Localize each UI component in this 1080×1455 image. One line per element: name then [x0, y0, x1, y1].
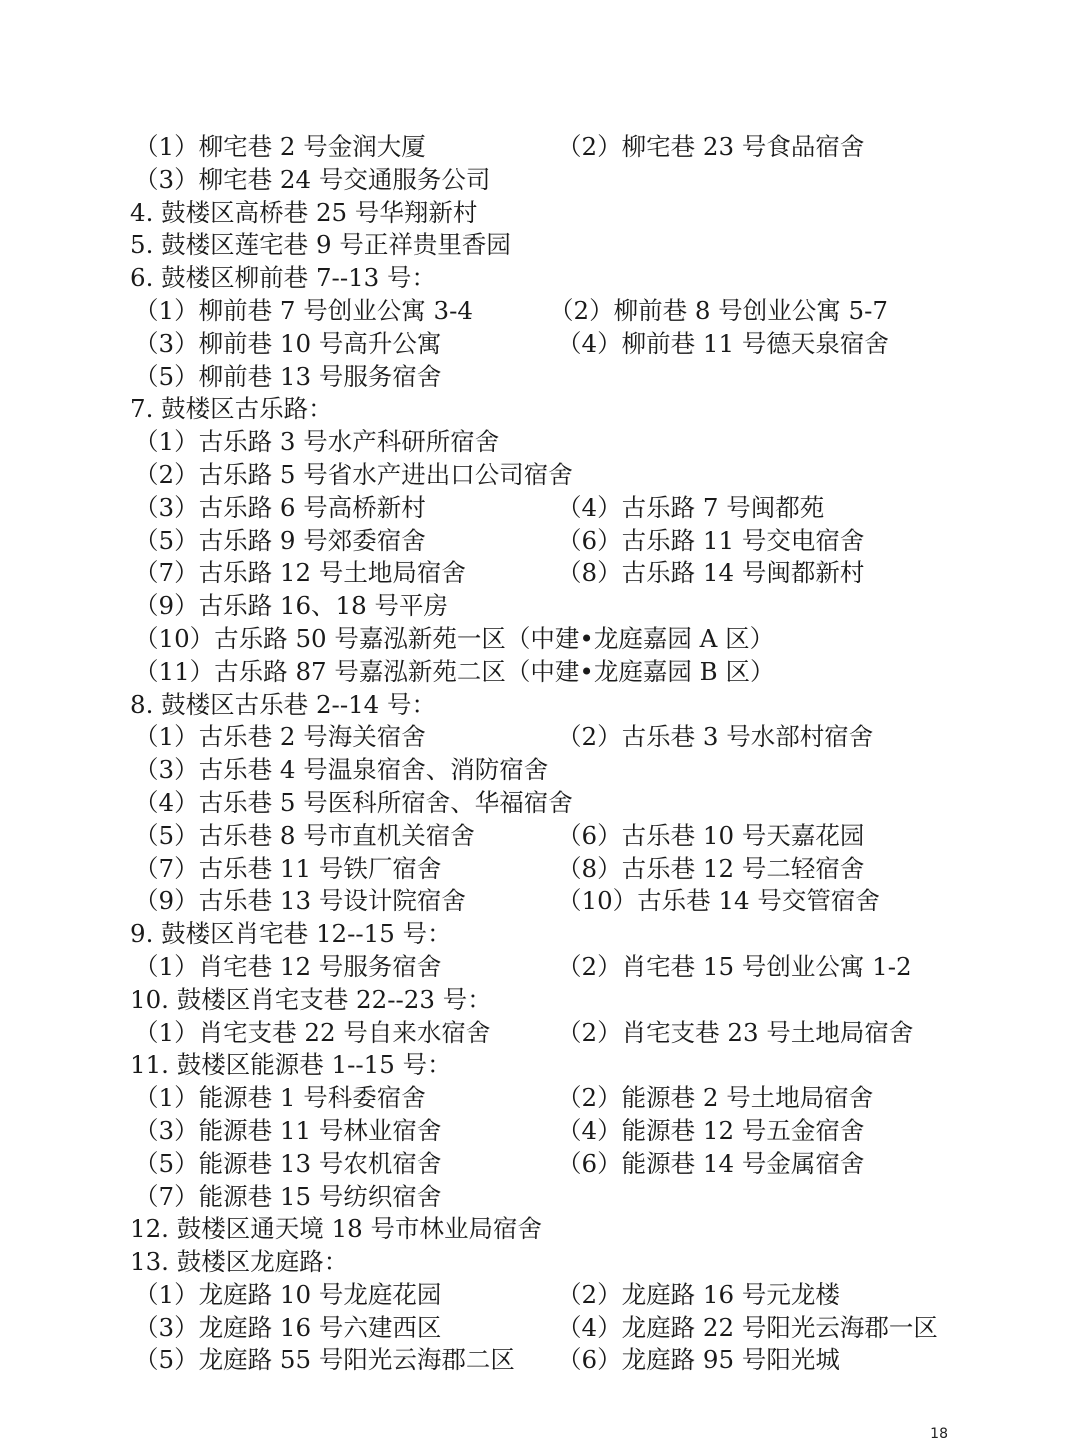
item-text-left: （5）能源巷 13 号农机宿舍 [134, 1148, 442, 1178]
list-item [130, 1344, 1030, 1377]
section-heading [130, 918, 1030, 951]
item-text-left: （7）古乐巷 11 号铁厂宿舍 [134, 853, 442, 883]
section-heading [130, 197, 1030, 230]
item-text-left: （1）柳宅巷 2 号金润大厦 [134, 132, 426, 161]
item-text-left: （3）柳宅巷 24 号交通服务公司 [134, 164, 491, 194]
heading-text: 11. 鼓楼区能源巷 1--15 号： [130, 1050, 452, 1080]
list-item [130, 295, 1030, 328]
heading-text: 7. 鼓楼区古乐路： [130, 394, 333, 424]
section-heading [130, 262, 1030, 295]
item-text-right: （4）古乐路 7 号闽都苑 [557, 492, 825, 522]
item-text-left: （1）古乐路 3 号水产科研所宿舍 [134, 427, 500, 457]
heading-text: 12. 鼓楼区通天境 18 号市林业局宿舍 [130, 1214, 543, 1244]
document-body [130, 131, 1030, 1377]
list-item [130, 623, 1030, 656]
section-heading [130, 229, 1030, 262]
item-text-right: （2）肖宅支巷 23 号土地局宿舍 [557, 1017, 914, 1047]
item-text-left: （7）古乐路 12 号土地局宿舍 [134, 558, 466, 588]
list-item [130, 1082, 1030, 1115]
item-text-left: （1）能源巷 1 号科委宿舍 [134, 1083, 426, 1113]
list-item [130, 328, 1030, 361]
item-text-left: （7）能源巷 15 号纺织宿舍 [134, 1181, 442, 1211]
list-item [130, 787, 1030, 820]
item-text-right: （2）柳宅巷 23 号食品宿舍 [557, 132, 865, 161]
item-text-left: （9）古乐巷 13 号设计院宿舍 [134, 886, 466, 916]
item-text-left: （5）古乐巷 8 号市直机关宿舍 [134, 820, 475, 850]
list-item [130, 1181, 1030, 1214]
list-item [130, 1279, 1030, 1312]
item-text-right: （2）肖宅巷 15 号创业公寓 1-2 [557, 951, 912, 981]
item-text-left: （3）柳前巷 10 号高升公寓 [134, 328, 442, 358]
heading-text: 13. 鼓楼区龙庭路： [130, 1247, 349, 1277]
item-text-right: （8）古乐巷 12 号二轻宿舍 [557, 853, 865, 883]
list-item [130, 459, 1030, 492]
list-item [130, 1312, 1030, 1345]
section-heading [130, 984, 1030, 1017]
item-text-left: （3）能源巷 11 号林业宿舍 [134, 1115, 442, 1145]
list-item [130, 361, 1030, 394]
item-text-right: （4）龙庭路 22 号阳光云海郡一区 [557, 1312, 938, 1342]
item-text-left: （1）肖宅支巷 22 号自来水宿舍 [134, 1017, 491, 1047]
item-text-left: （4）古乐巷 5 号医科所宿舍、华福宿舍 [134, 787, 573, 817]
item-text-left: （1）柳前巷 7 号创业公寓 3-4 [134, 295, 473, 325]
item-text-left: （5）龙庭路 55 号阳光云海郡二区 [134, 1345, 515, 1375]
item-text-left: （1）龙庭路 10 号龙庭花园 [134, 1279, 442, 1309]
list-item [130, 1115, 1030, 1148]
section-heading [130, 1049, 1030, 1082]
item-text-right: （6）古乐路 11 号交电宿舍 [557, 525, 865, 555]
list-item [130, 1148, 1030, 1181]
item-text-right: （2）龙庭路 16 号元龙楼 [557, 1279, 840, 1309]
item-text-left: （3）古乐路 6 号高桥新村 [134, 492, 426, 522]
list-item [130, 885, 1030, 918]
item-text-left: （2）古乐路 5 号省水产进出口公司宿舍 [134, 459, 573, 489]
heading-text: 9. 鼓楼区肖宅巷 12--15 号： [130, 919, 452, 949]
list-item [130, 426, 1030, 459]
item-text-right: （2）柳前巷 8 号创业公寓 5-7 [549, 295, 888, 325]
heading-text: 4. 鼓楼区高桥巷 25 号华翔新村 [130, 197, 478, 227]
heading-text: 6. 鼓楼区柳前巷 7--13 号： [130, 263, 437, 293]
item-text-right: （4）能源巷 12 号五金宿舍 [557, 1115, 865, 1145]
list-item [130, 853, 1030, 886]
heading-text: 8. 鼓楼区古乐巷 2--14 号： [130, 689, 437, 719]
item-text-right: （10）古乐巷 14 号交管宿舍 [557, 886, 880, 916]
page-number: 18 [930, 1426, 948, 1442]
list-item [130, 525, 1030, 558]
list-item [130, 1017, 1030, 1050]
section-heading [130, 1213, 1030, 1246]
item-text-left: （9）古乐路 16、18 号平房 [134, 591, 449, 621]
section-heading [130, 689, 1030, 722]
item-text-left: （10）古乐路 50 号嘉泓新苑一区（中建•龙庭嘉园 A 区） [134, 623, 775, 653]
list-item [130, 820, 1030, 853]
item-text-right: （8）古乐路 14 号闽都新村 [557, 558, 865, 588]
list-item [130, 131, 1030, 164]
item-text-left: （3）龙庭路 16 号六建西区 [134, 1312, 442, 1342]
section-heading [130, 393, 1030, 426]
list-item [130, 164, 1030, 197]
item-text-left: （3）古乐巷 4 号温泉宿舍、消防宿舍 [134, 755, 549, 785]
list-item [130, 492, 1030, 525]
item-text-right: （6）古乐巷 10 号天嘉花园 [557, 820, 865, 850]
list-item [130, 557, 1030, 590]
item-text-right: （2）能源巷 2 号土地局宿舍 [557, 1083, 874, 1113]
item-text-right: （6）龙庭路 95 号阳光城 [557, 1345, 840, 1375]
section-heading [130, 1246, 1030, 1279]
item-text-left: （1）肖宅巷 12 号服务宿舍 [134, 951, 442, 981]
list-item [130, 721, 1030, 754]
list-item [130, 951, 1030, 984]
item-text-right: （4）柳前巷 11 号德天泉宿舍 [557, 328, 889, 358]
item-text-left: （5）古乐路 9 号郊委宿舍 [134, 525, 426, 555]
heading-text: 5. 鼓楼区莲宅巷 9 号正祥贵里香园 [130, 230, 511, 260]
item-text-left: （1）古乐巷 2 号海关宿舍 [134, 722, 426, 752]
heading-text: 10. 鼓楼区肖宅支巷 22--23 号： [130, 984, 492, 1014]
item-text-right: （6）能源巷 14 号金属宿舍 [557, 1148, 865, 1178]
item-text-right: （2）古乐巷 3 号水部村宿舍 [557, 722, 874, 752]
list-item [130, 754, 1030, 787]
list-item [130, 590, 1030, 623]
item-text-left: （5）柳前巷 13 号服务宿舍 [134, 361, 442, 391]
list-item [130, 656, 1030, 689]
item-text-left: （11）古乐路 87 号嘉泓新苑二区（中建•龙庭嘉园 B 区） [134, 656, 775, 686]
